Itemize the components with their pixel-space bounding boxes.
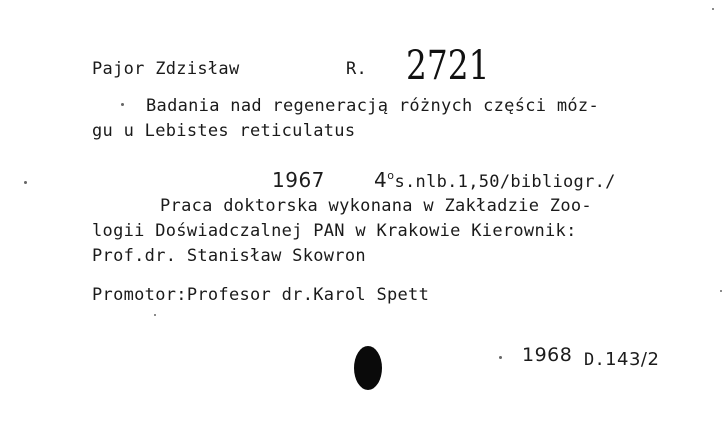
call-number-prefix: R. [346, 59, 368, 79]
paper-speck [121, 103, 124, 106]
format-number: 4 [374, 168, 388, 192]
accession-code-number: 143/2 [605, 349, 660, 370]
call-number: 2721 [406, 43, 490, 89]
paper-speck [154, 314, 156, 316]
paper-speck [720, 290, 722, 292]
title-line-1: Badania nad regeneracją różnych części móz- [146, 96, 599, 116]
description-line-3: Prof.dr. Stanisław Skowron [92, 246, 366, 266]
publication-year: 1967 [272, 168, 325, 192]
accession-code-prefix: D. [584, 350, 606, 370]
physical-description [374, 170, 616, 194]
paper-speck [24, 181, 27, 184]
paper-speck [499, 356, 502, 359]
description-line-2: logii Doświadczalnej PAN w Krakowie Kierownik: [92, 221, 577, 241]
title-line-2: gu u Lebistes reticulatus [92, 121, 356, 141]
accession-code [584, 350, 659, 370]
description-line-1: Praca doktorska wykonana w Zakładzie Zoo- [160, 196, 592, 216]
format-details: s.nlb.1,50/bibliogr./ [394, 172, 616, 192]
punch-hole [354, 346, 382, 390]
paper-speck [712, 8, 714, 10]
author-name: Pajor Zdzisław [92, 59, 240, 79]
promotor-line: Promotor:Profesor dr.Karol Spett [92, 285, 430, 305]
accession-year: 1968 [522, 344, 573, 366]
format-superscript: o [387, 169, 395, 182]
